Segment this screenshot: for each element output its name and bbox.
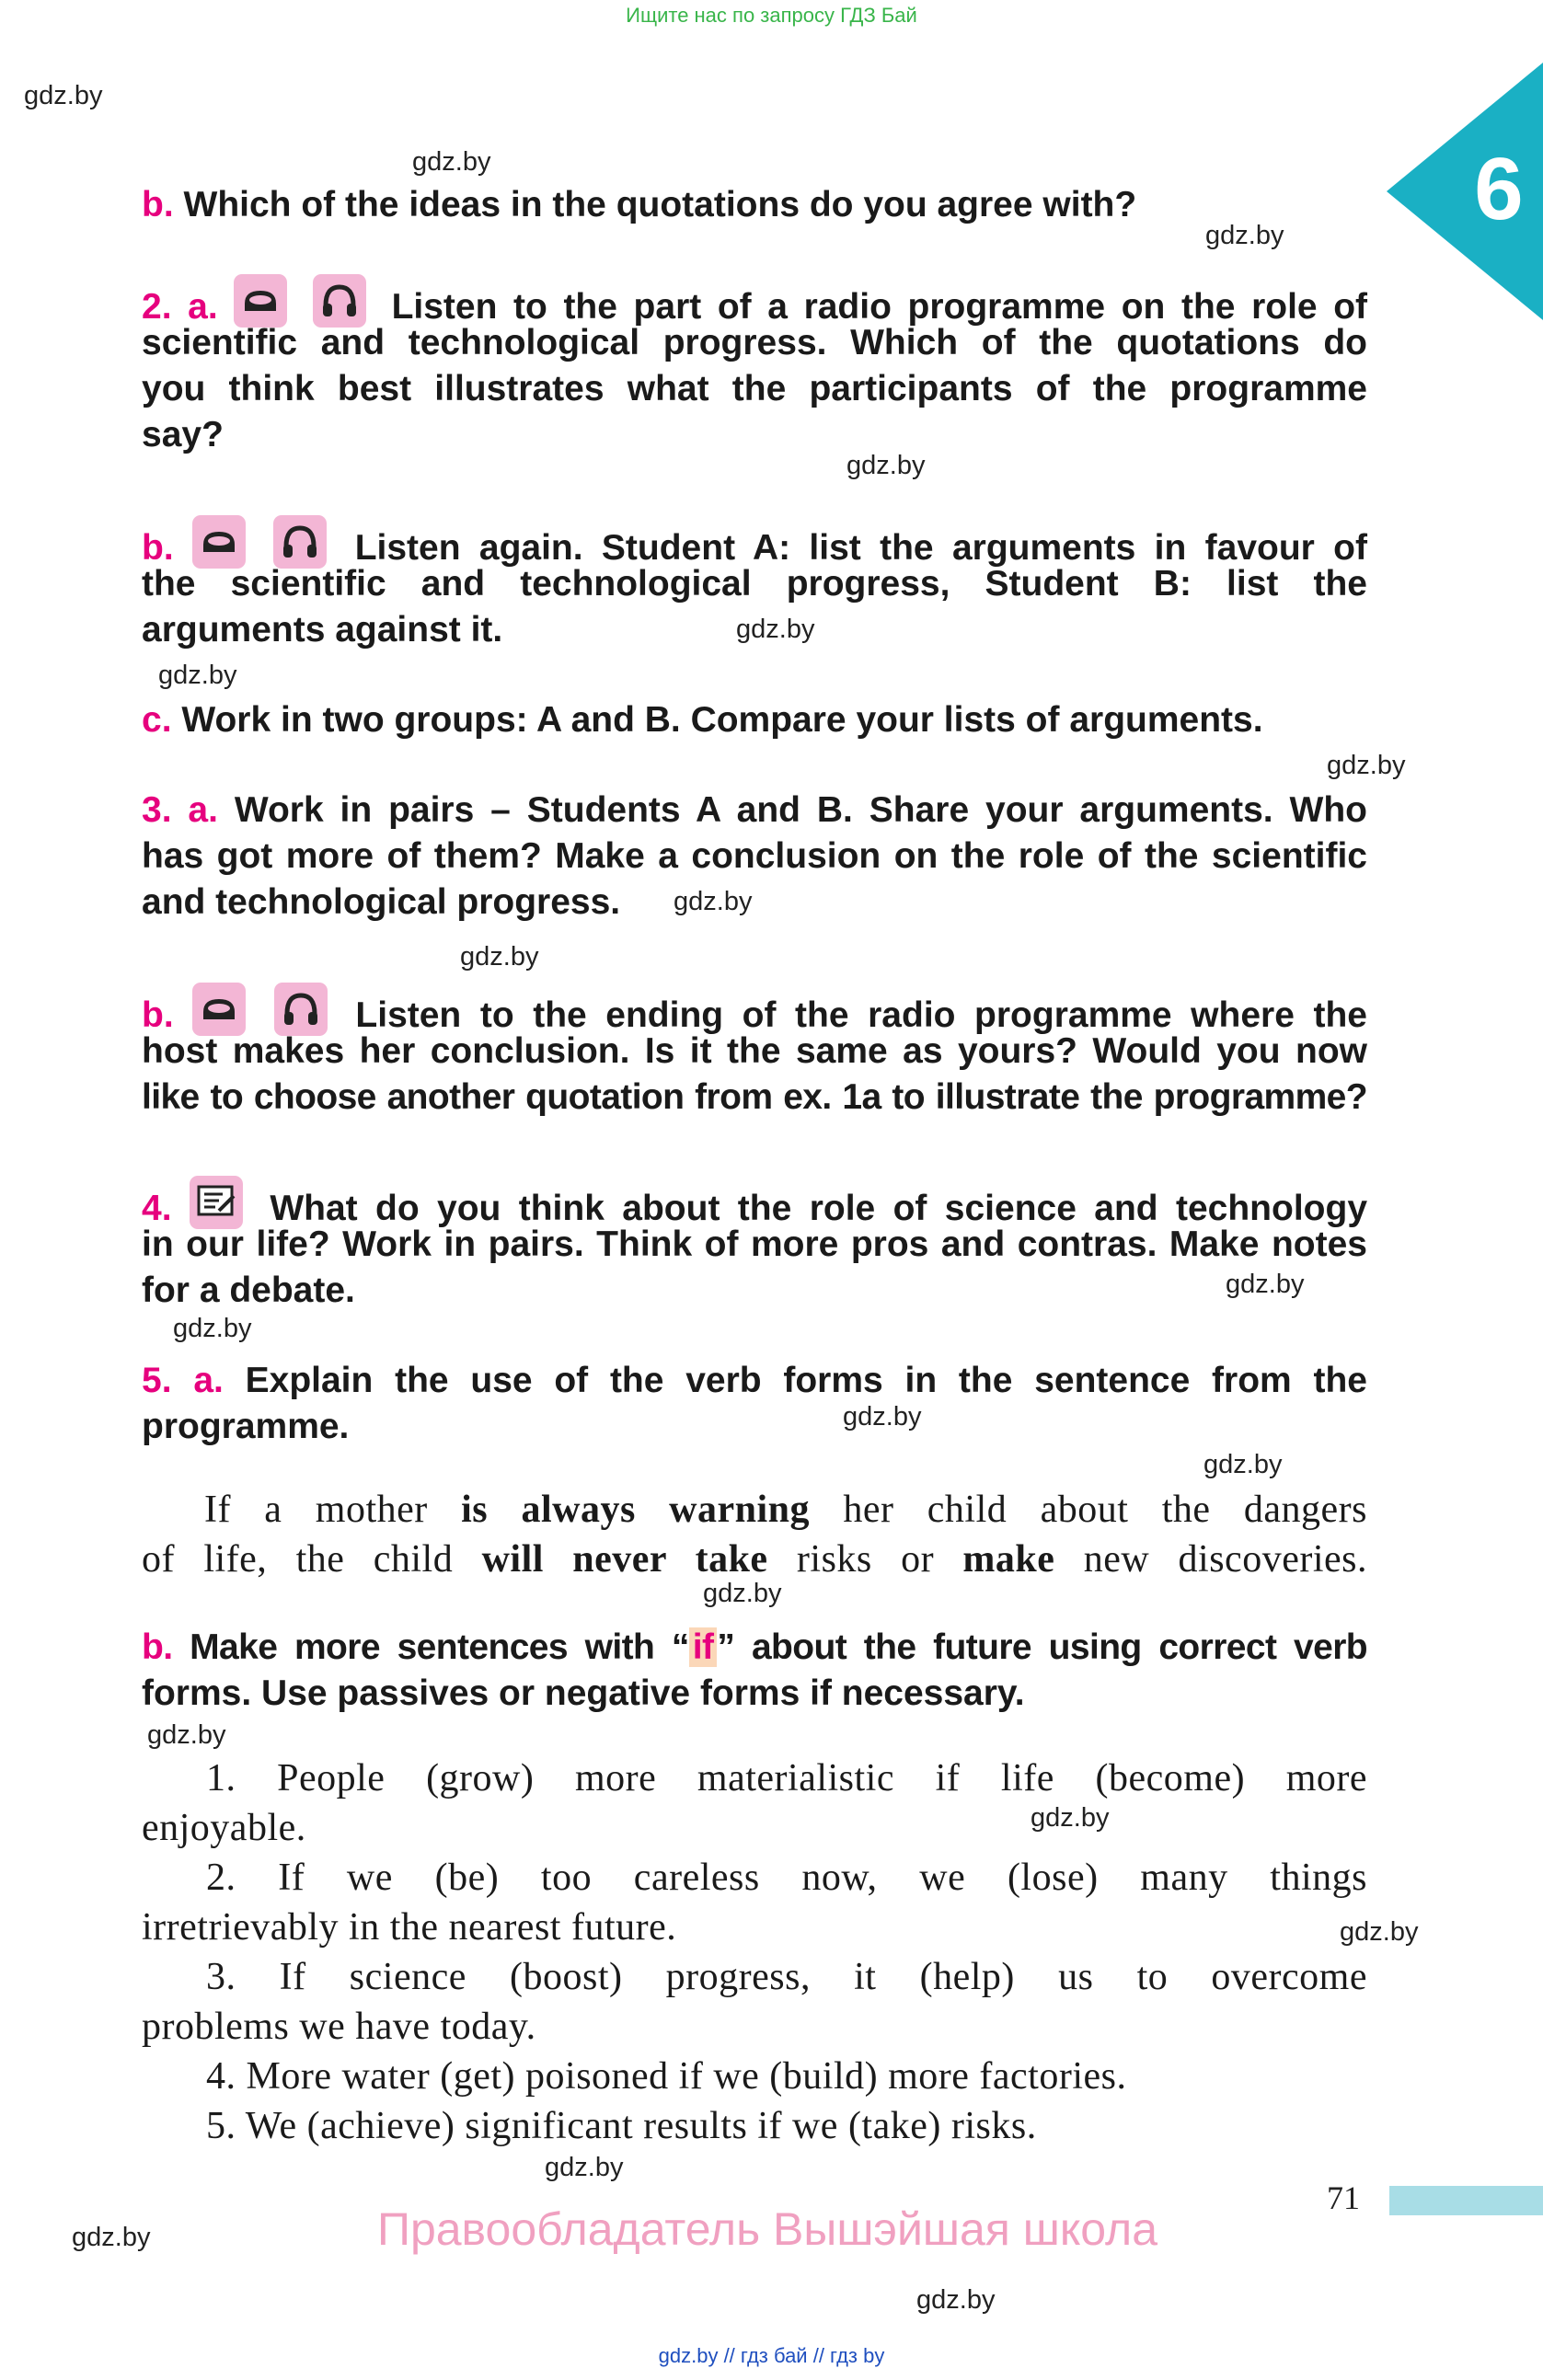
example-text: her child about the dangers — [809, 1489, 1367, 1531]
exercise-2b-line: arguments against it. — [142, 610, 503, 650]
copyright: Правообладатель Вышэйшая школа — [377, 2203, 1157, 2255]
watermark: gdz.by — [916, 2285, 996, 2315]
exercise-2b-line: the scientific and technological progress, Student B: list the — [142, 564, 1367, 604]
exercise-text: Make more sentences with “ if ” about the future using correct verb — [190, 1627, 1367, 1667]
exercise-number: 5. — [142, 1361, 172, 1400]
example-text: new discoveries. — [1054, 1538, 1367, 1581]
exercise-text: Work in pairs – Students A and B. Share your arguments. Who — [234, 790, 1367, 830]
sentence-line: 1. People (grow) more materialistic if life (become) more — [206, 1757, 1367, 1799]
exercise-3a-line — [142, 788, 1367, 834]
exercise-number: 4. — [142, 1189, 172, 1228]
watermark: gdz.by — [1327, 751, 1406, 780]
item-label: c. — [142, 700, 172, 740]
sentence-line: 2. If we (be) too careless now, we (lose) many things — [206, 1857, 1367, 1899]
exercise-2a-line: scientific and technological progress. Which of the quotations do — [142, 323, 1367, 362]
exercise-4-line: in our life? Work in pairs. Think of more pros and contras. Make notes — [142, 1224, 1367, 1264]
footer: gdz.by // гдз бай // гдз by — [658, 2344, 885, 2367]
item-label: b. — [142, 185, 174, 224]
exercise-text: Explain the use of the verb forms in the sentence from the — [245, 1361, 1367, 1400]
watermark: gdz.by — [24, 81, 103, 110]
watermark: gdz.by — [545, 2153, 624, 2182]
sentence-line: 3. If science (boost) progress, it (help) us to overcome — [206, 1956, 1367, 1998]
watermark: gdz.by — [412, 147, 491, 177]
chapter-tab — [1387, 63, 1543, 320]
example-text: If a mother — [204, 1489, 462, 1531]
watermark: gdz.by — [460, 942, 539, 972]
exercise-3a-line: has got more of them? Make a conclusion on the role of the scientific — [142, 836, 1367, 876]
watermark: gdz.by — [1340, 1917, 1419, 1947]
watermark: gdz.by — [846, 451, 926, 480]
exercise-text: Work in two groups: A and B. Compare your lists of arguments. — [181, 700, 1263, 740]
exercise-4-line: for a debate. — [142, 1270, 355, 1310]
page-number: 71 — [1327, 2179, 1360, 2216]
item-label: a. — [193, 1361, 224, 1400]
watermark: gdz.by — [1205, 221, 1284, 250]
item-label: b. — [142, 528, 174, 568]
exercise-number: 3. — [142, 790, 172, 830]
example-text: risks or — [767, 1538, 963, 1581]
example-text: of life, the child — [142, 1538, 482, 1581]
item-label: b. — [142, 1627, 173, 1667]
example-verb: make — [962, 1538, 1055, 1581]
watermark: gdz.by — [158, 661, 237, 690]
watermark: gdz.by — [72, 2223, 151, 2252]
watermark: gdz.by — [147, 1720, 226, 1750]
example-verb: will never take — [481, 1538, 768, 1581]
item-label: b. — [142, 995, 174, 1035]
exercise-2a-line: you think best illustrates what the participants of the programme — [142, 369, 1367, 408]
exercise-text: Listen to the part of a radio programme on the role of — [391, 287, 1368, 327]
watermark: gdz.by — [674, 887, 753, 916]
watermark: gdz.by — [1226, 1270, 1305, 1299]
watermark: gdz.by — [736, 615, 815, 644]
exercise-2a-line: say? — [142, 415, 224, 454]
sentence-line: irretrievably in the nearest future. — [142, 1906, 677, 1949]
page-bar — [1389, 2186, 1543, 2215]
exercise-number: 2. — [142, 287, 172, 327]
exercise-5b-line: forms. Use passives or negative forms if necessary. — [142, 1673, 1025, 1713]
exercise-3b-line: like to choose another quotation from ex. 1a to illustrate the programme? — [142, 1077, 1367, 1117]
exercise-text: Listen to the ending of the radio programme where the — [355, 995, 1367, 1035]
exercise-3b-line: host makes her conclusion. Is it the same as yours? Would you now — [142, 1031, 1367, 1071]
example-sentence-line — [142, 1485, 1367, 1535]
exercise-3a-line: and technological progress. — [142, 882, 621, 922]
exercise-5a-line: programme. — [142, 1407, 350, 1446]
sentence-line: enjoyable. — [142, 1807, 306, 1849]
exercise-1b — [142, 182, 1367, 228]
if-highlight: if — [689, 1627, 718, 1667]
watermark: gdz.by — [843, 1402, 922, 1431]
exercise-5b-line — [142, 1625, 1367, 1671]
exercise-text: Which of the ideas in the quotations do you agree with? — [183, 185, 1137, 224]
item-label: a. — [188, 790, 218, 830]
watermark: gdz.by — [703, 1579, 782, 1608]
example-sentence-line — [142, 1535, 1367, 1584]
watermark: gdz.by — [173, 1314, 252, 1343]
exercise-5a-line — [142, 1358, 1367, 1404]
sentence-line: 4. More water (get) poisoned if we (build) more factories. — [206, 2055, 1127, 2098]
example-verb: is always warning — [461, 1489, 810, 1531]
exercise-text: What do you think about the role of science and technology — [270, 1189, 1368, 1228]
chapter-number: 6 — [1474, 140, 1524, 238]
exercise-text: Listen again. Student A: list the arguments in favour of — [354, 528, 1367, 568]
sentence-line: problems we have today. — [142, 2006, 536, 2048]
sentence-line: 5. We (achieve) significant results if we (take) risks. — [206, 2105, 1037, 2147]
item-label: a. — [188, 287, 218, 327]
exercise-2c — [142, 697, 1367, 743]
search-note: Ищите нас по запросу ГДЗ Бай — [626, 4, 917, 27]
watermark: gdz.by — [1203, 1450, 1283, 1479]
watermark: gdz.by — [1031, 1803, 1110, 1833]
